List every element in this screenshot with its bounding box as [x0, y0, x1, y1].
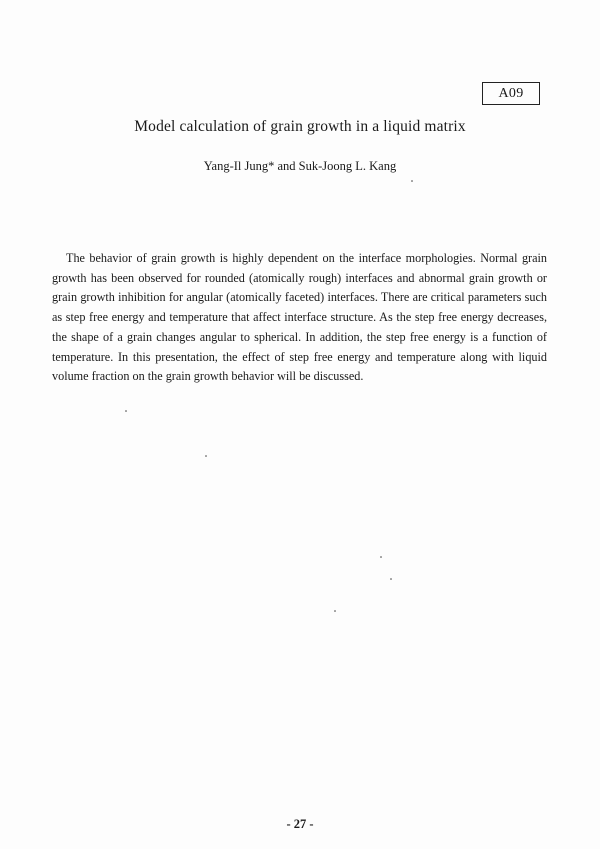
abstract-code-box: A09 — [482, 82, 540, 105]
scan-speck — [390, 578, 392, 580]
scan-speck — [380, 556, 382, 558]
page-number: - 27 - — [286, 817, 314, 831]
paper-title: Model calculation of grain growth in a liquid matrix — [134, 118, 466, 135]
scan-speck — [334, 610, 336, 612]
abstract-body: The behavior of grain growth is highly dependent on the interface morphologies. Normal grain growth has been observed for rounded (atomically rough) interfaces and abnormal grain growth or grain growth inhibition for angular (atomically faceted) interfaces. There are critical parameters such as step free energy and temperature that affect interface structure. As the step free energy decreases, the shape of a grain changes angular to spherical. In addition, the step free energy is a function of temperature. In this presentation, the effect of step free energy and temperature along with liquid volume fraction on the grain growth behavior will be discussed. — [52, 251, 547, 384]
scan-speck — [125, 410, 127, 412]
author-list: Yang-Il Jung* and Suk-Joong L. Kang — [203, 159, 397, 173]
scan-speck — [205, 455, 207, 457]
scan-speck — [411, 180, 413, 182]
